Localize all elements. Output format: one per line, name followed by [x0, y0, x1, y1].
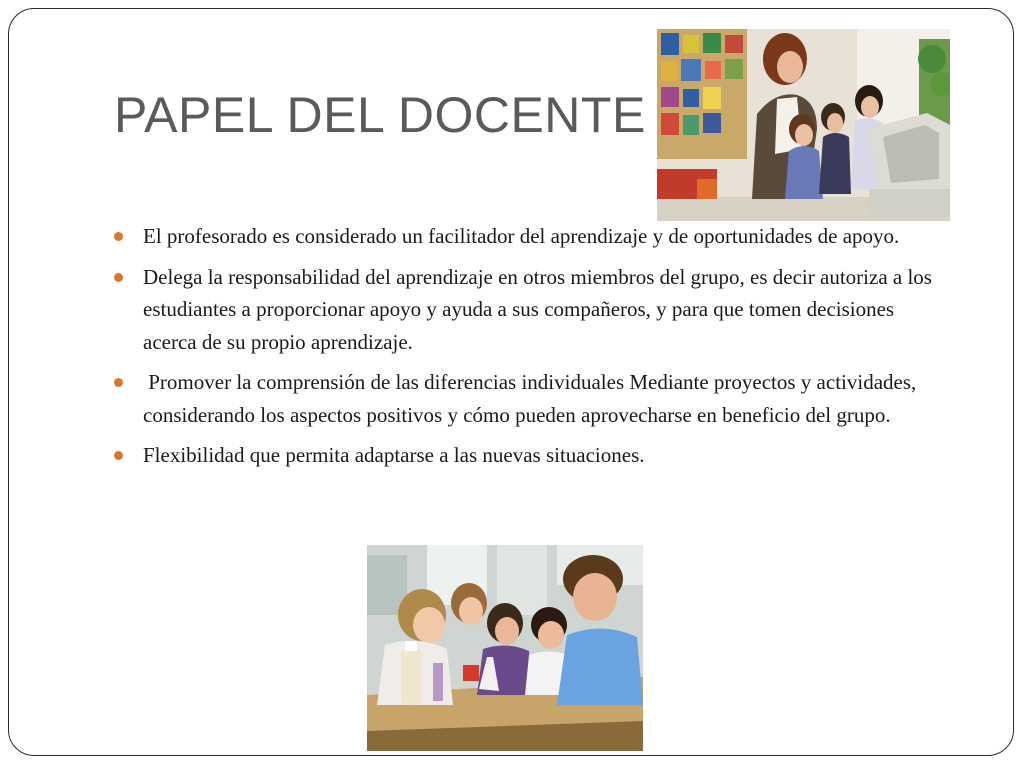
bullet-dot-icon [114, 451, 123, 460]
bullet-item [112, 439, 952, 472]
bullet-item [112, 220, 952, 253]
bullet-dot-icon [114, 273, 123, 282]
children-science-activity-photo [367, 545, 643, 751]
bullet-text: El profesorado es considerado un facilitador del aprendizaje y de oportunidades de apoyo. [143, 224, 900, 248]
bullet-list [112, 220, 952, 480]
bullet-text: Delega la responsabilidad del aprendizaje en otros miembros del grupo, es decir autoriza a los estudiantes a proporcionar apoyo y ayuda a sus compañeros, y para que tomen decisiones acerca de su propio aprendizaje. [143, 264, 932, 354]
slide-title: PAPEL DEL DOCENTE [114, 87, 646, 143]
bullet-item [112, 261, 952, 359]
bullet-dot-icon [114, 378, 123, 387]
bullet-text: Flexibilidad que permita adaptarse a las nuevas situaciones. [143, 443, 645, 467]
bullet-dot-icon [114, 232, 123, 241]
bullet-item [112, 366, 952, 431]
bullet-text: Promover la comprensión de las diferencias individuales Mediante proyectos y actividades, considerando los aspectos positivos y cómo pueden aprovecharse en beneficio del grupo. [143, 370, 922, 427]
teacher-students-computer-photo [657, 29, 950, 221]
